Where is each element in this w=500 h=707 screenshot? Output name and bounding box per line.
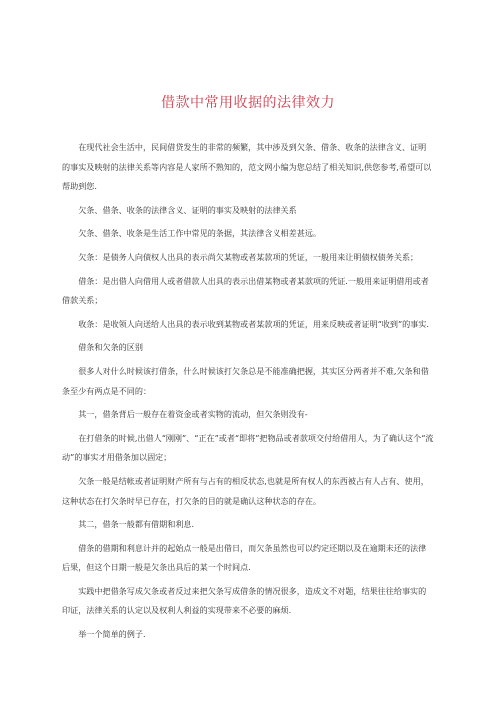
paragraph: 欠条、借条、收条是生活工作中常见的条据，其法律含义相差甚远。: [78, 228, 322, 239]
document-body: [62, 138, 434, 645]
paragraph: 借条的借期和利息计并的起始点一般是出借日，而欠条虽然也可以约定还期以及在逾期未还的法律后果，但这个日期一般是欠条出具后的某一个时间点.: [62, 542, 427, 573]
paragraph: 其二，借条一般都有借期和利息.: [78, 519, 195, 530]
document-title: 借款中常用收据的法律效力: [161, 95, 335, 111]
paragraph: 欠条一般是结帐或者证明财产所有与占有的相反状态,也就是所有权人的东西被占有人占有、使用，这种状态在打欠条时早已存在，打欠条的目的就是确认这种状态的存在。: [62, 475, 429, 506]
paragraph: 实践中把借条写成欠条或者反过来把欠条写成借条的情况很多，造成文不对题，结果往往给事实的印证，法律关系的认定以及权利人利益的实现带来不必要的麻烦.: [62, 585, 427, 616]
paragraph: 很多人对什么时候该打借条，什么时候该打欠条总是不能准确把握，其实区分两者并不难,欠条和借条至少有两点是不同的：: [62, 365, 429, 396]
paragraph: 在打借条的时候,出借人“刚刚”、“正在”或者“即将”把物品或者款项交付给借用人，为了确认这个“流动”的事实才用借条加以固定；: [62, 432, 434, 463]
paragraph: 收条：是收领人向送给人出具的表示收到某物或者某款项的凭证，用来反映或者证明“收到”的事实.: [78, 318, 429, 329]
paragraph: 欠条、借条、收条的法律含义、证明的事实及映射的法律关系: [78, 204, 297, 215]
paragraph: 借条和欠条的区别: [78, 342, 143, 353]
paragraph: 借条：是出借人向借用人或者借款人出具的表示出借某物或者某款项的凭证.一般用来证明借用或者借款关系；: [62, 275, 429, 306]
paragraph: 欠条：是债务人向债权人出具的表示尚欠某物或者某款项的凭证，一般用来让明债权债务关系；: [78, 251, 419, 262]
paragraph: 其一，借条背后一般存在着资金或者实物的流动，但欠条则没有-: [78, 409, 308, 420]
paragraph: 在现代社会生活中，民间借贷发生的非常的频繁，其中涉及到欠条、借条、收条的法律含义、证明的事实及映射的法律关系等内容是人家所不熟知的，范文网小编为您总结了相关知识,供您参考,希望可以帮助到您.: [62, 142, 432, 192]
paragraph: 举一个简单的例子.: [78, 629, 146, 640]
